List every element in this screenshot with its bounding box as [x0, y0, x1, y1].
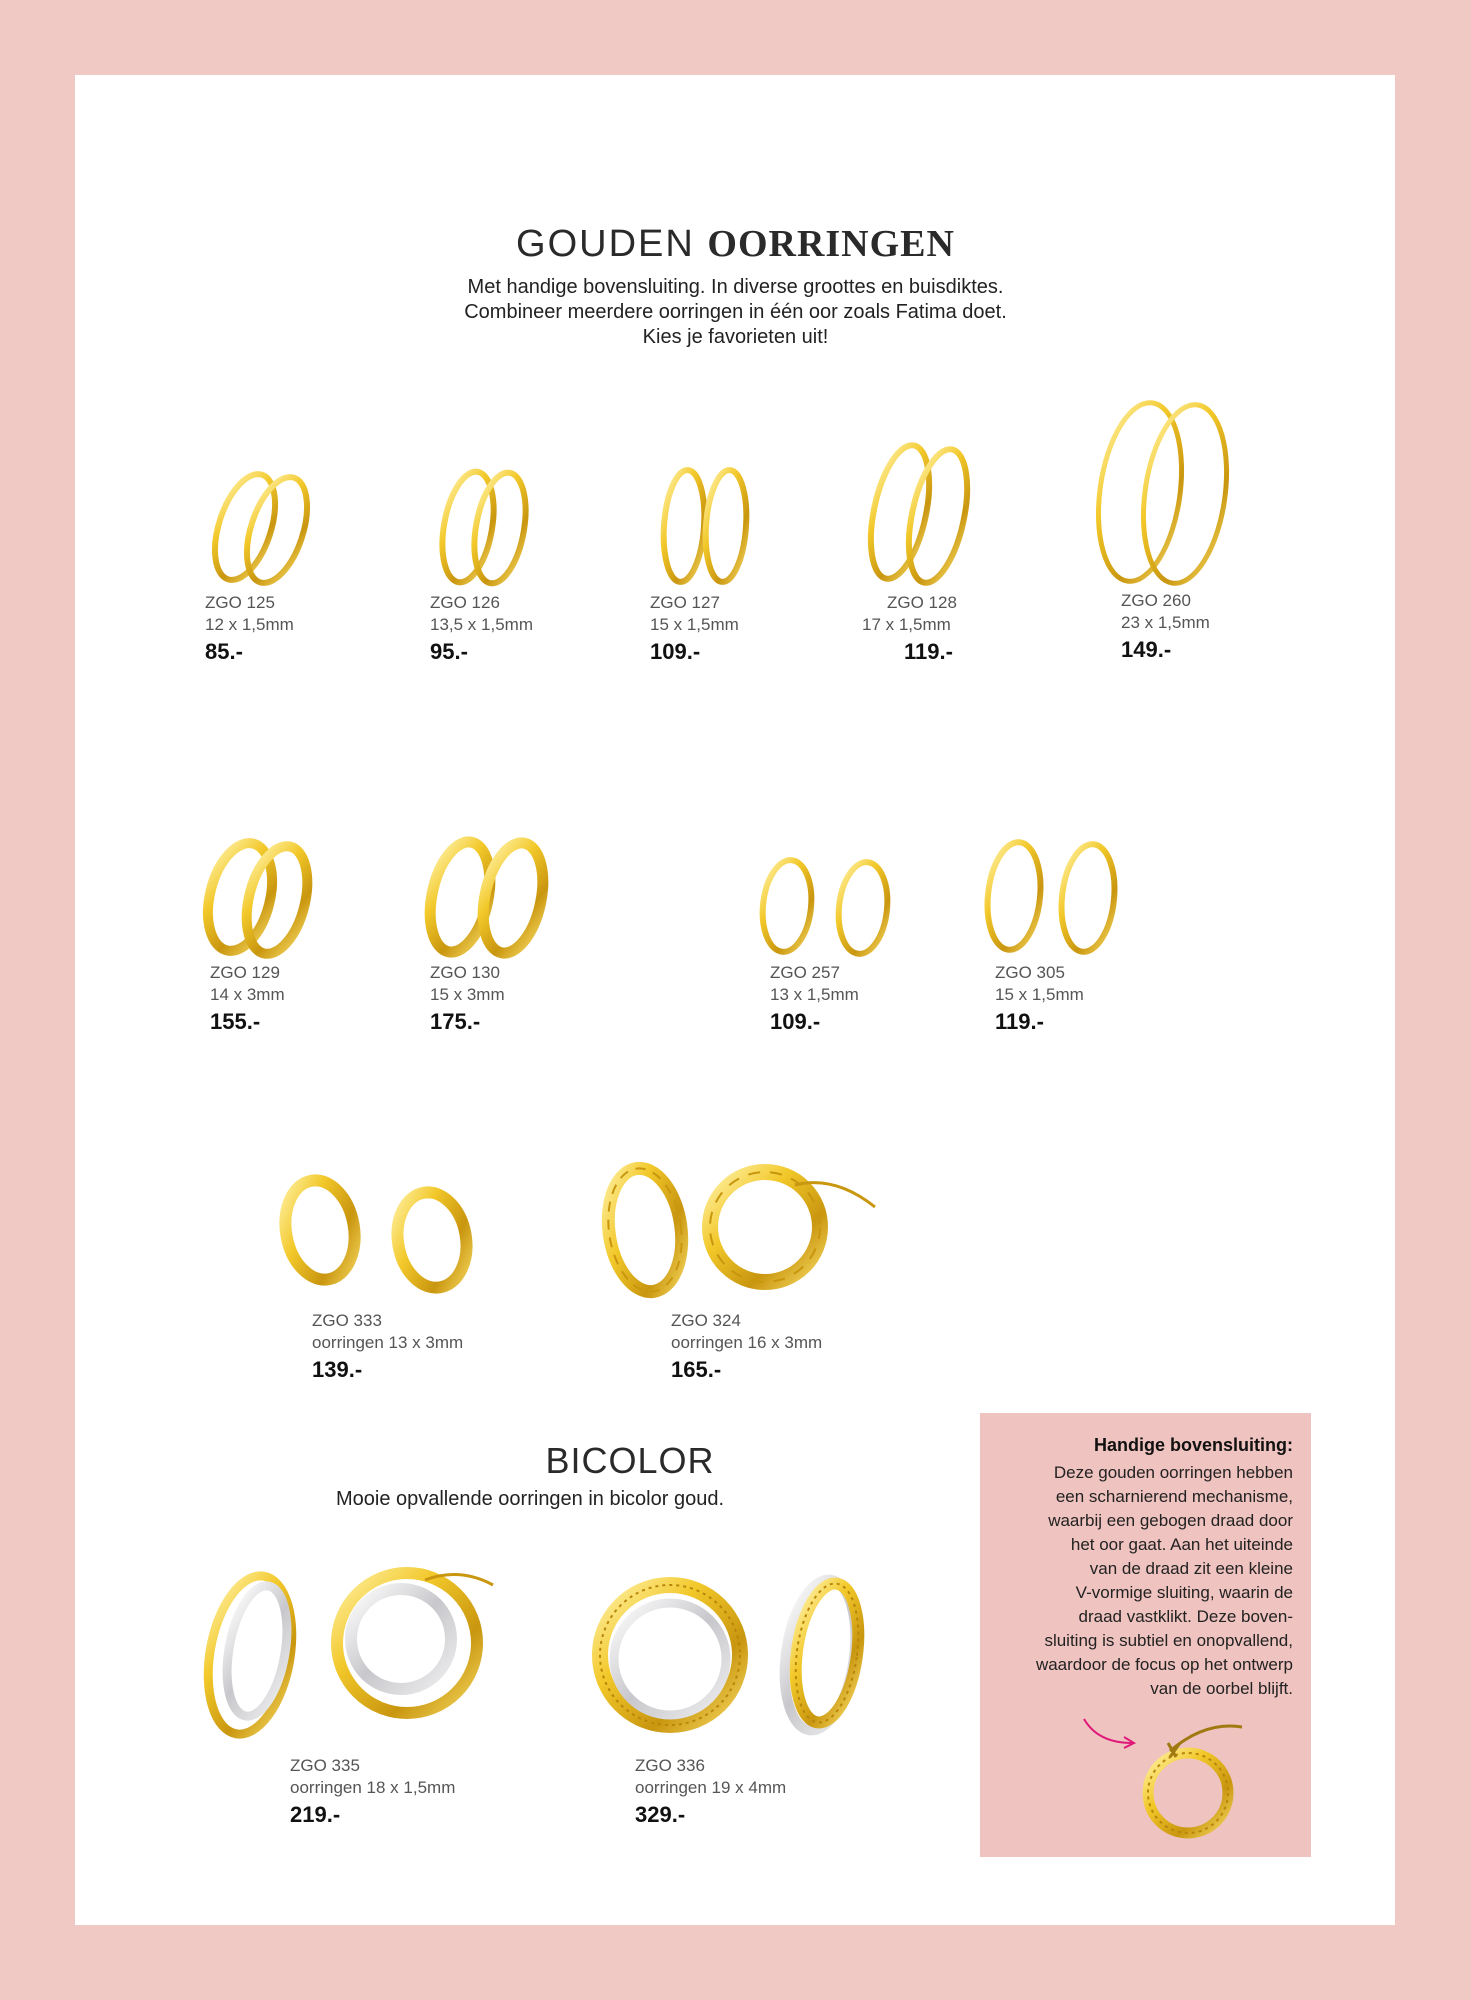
info-line: Deze gouden oorringen hebben — [1053, 1463, 1293, 1482]
product-code: ZGO 333 — [312, 1311, 382, 1330]
product-zgo-305[interactable] — [978, 832, 1138, 1036]
info-line: het oor gaat. Aan het uiteinde — [1070, 1535, 1293, 1554]
product-size: 12 x 1,5mm — [205, 615, 294, 634]
earring-image — [978, 832, 1138, 962]
product-code: ZGO 125 — [205, 593, 275, 612]
product-size: oorringen 16 x 3mm — [671, 1333, 823, 1352]
product-zgo-333[interactable] — [272, 1160, 482, 1384]
subtitle-line: Kies je favorieten uit! — [642, 326, 829, 348]
product-zgo-128[interactable] — [862, 432, 992, 666]
info-line: een scharnierend mechanisme, — [1055, 1487, 1293, 1506]
product-size: 15 x 1,5mm — [650, 615, 739, 634]
info-line: van de draad zit een kleine — [1089, 1559, 1293, 1578]
product-code: ZGO 260 — [1121, 591, 1191, 610]
info-line: van de oorbel blijft. — [1150, 1679, 1293, 1698]
product-zgo-260[interactable] — [1085, 390, 1245, 664]
product-size: oorringen 13 x 3mm — [312, 1333, 464, 1352]
product-price: 149.- — [1121, 637, 1172, 662]
product-code: ZGO 128 — [887, 593, 957, 612]
earring-image — [595, 1155, 885, 1310]
product-price: 175.- — [430, 1009, 481, 1034]
product-zgo-324[interactable] — [595, 1155, 885, 1384]
product-code: ZGO 305 — [995, 963, 1065, 982]
product-price: 219.- — [290, 1802, 341, 1827]
product-code: ZGO 335 — [290, 1756, 360, 1775]
product-price: 119.- — [995, 1009, 1044, 1034]
product-price: 119.- — [904, 639, 953, 664]
earring-image — [650, 462, 770, 592]
product-price: 85.- — [205, 639, 243, 664]
earring-image — [755, 850, 915, 962]
earring-image — [205, 462, 325, 592]
product-size: 15 x 3mm — [430, 985, 505, 1004]
product-zgo-335[interactable] — [195, 1555, 495, 1829]
product-size: 13,5 x 1,5mm — [430, 615, 533, 634]
earring-image — [862, 432, 992, 592]
product-price: 329.- — [635, 1802, 686, 1827]
info-box-body — [993, 1461, 1293, 1701]
product-size: 14 x 3mm — [210, 985, 285, 1004]
earring-image — [415, 832, 560, 962]
product-size: 17 x 1,5mm — [862, 615, 951, 634]
product-code: ZGO 126 — [430, 593, 500, 612]
info-line: V-vormige sluiting, waarin de — [1075, 1583, 1293, 1602]
product-price: 139.- — [312, 1357, 363, 1382]
page-subtitle — [0, 275, 1471, 350]
product-code: ZGO 130 — [430, 963, 500, 982]
info-box-bovensluiting — [980, 1413, 1311, 1857]
earring-image — [272, 1160, 482, 1310]
product-zgo-126[interactable] — [430, 462, 550, 666]
product-size: 23 x 1,5mm — [1121, 613, 1210, 632]
product-code: ZGO 129 — [210, 963, 280, 982]
product-zgo-129[interactable] — [195, 832, 325, 1036]
earring-image — [195, 832, 325, 962]
info-line: waarbij een gebogen draad door — [1048, 1511, 1293, 1530]
product-size: oorringen 19 x 4mm — [635, 1778, 787, 1797]
product-code: ZGO 127 — [650, 593, 720, 612]
bicolor-subtitle: Mooie opvallende oorringen in bicolor goud. — [335, 1488, 725, 1510]
product-price: 95.- — [430, 639, 468, 664]
info-line: waardoor de focus op het ontwerp — [1035, 1655, 1293, 1674]
product-zgo-125[interactable] — [205, 462, 325, 666]
product-zgo-130[interactable] — [415, 832, 560, 1036]
earring-image — [195, 1555, 495, 1755]
earring-image — [575, 1555, 885, 1755]
subtitle-line: Combineer meerdere oorringen in één oor zoals Fatima doet. — [464, 301, 1007, 323]
subtitle-line: Met handige bovensluiting. In diverse groottes en buisdiktes. — [467, 276, 1004, 298]
product-zgo-127[interactable] — [650, 462, 770, 666]
product-zgo-336[interactable] — [575, 1555, 885, 1829]
info-line: sluiting is subtiel en onopvallend, — [1044, 1631, 1293, 1650]
product-price: 165.- — [671, 1357, 722, 1382]
product-size: 13 x 1,5mm — [770, 985, 859, 1004]
product-price: 155.- — [210, 1009, 261, 1034]
product-code: ZGO 336 — [635, 1756, 705, 1775]
bicolor-title: BICOLOR — [545, 1440, 715, 1481]
product-size: oorringen 18 x 1,5mm — [290, 1778, 456, 1797]
product-size: 15 x 1,5mm — [995, 985, 1084, 1004]
product-price: 109.- — [650, 639, 701, 664]
page-title: GOUDEN OORRINGEN — [516, 223, 955, 265]
product-code: ZGO 257 — [770, 963, 840, 982]
info-line: draad vastklikt. Deze boven- — [1078, 1607, 1293, 1626]
earring-image — [430, 462, 550, 592]
product-zgo-257[interactable] — [755, 850, 915, 1036]
clasp-earring-image — [1130, 1713, 1250, 1843]
product-code: ZGO 324 — [671, 1311, 741, 1330]
info-box-title: Handige bovensluiting: — [1093, 1435, 1293, 1455]
earring-image — [1085, 390, 1245, 590]
product-price: 109.- — [770, 1009, 821, 1034]
